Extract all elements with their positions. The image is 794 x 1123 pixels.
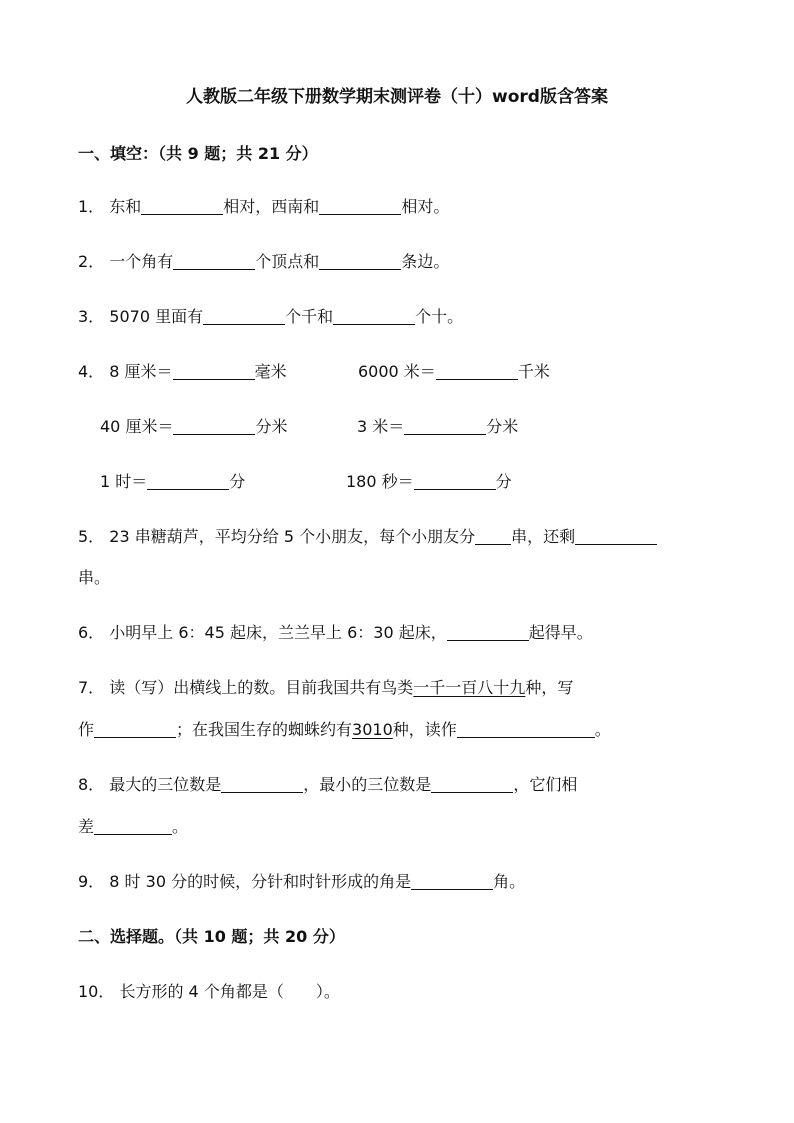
question-text: 长方形的 4 个角都是（ ）。 [119,982,340,1001]
question-text: 种，写 [525,678,574,697]
question-4-row-2 [100,416,287,438]
question-text: 个千和 [285,307,334,326]
question-text: 串，还剩 [511,527,576,546]
question-4-row-3-right [346,471,512,493]
question-text: 毫米 [254,362,287,381]
question-number: 2． [78,252,105,271]
question-number: 9． [78,872,105,891]
section-2-heading: 二、选择题。（共 10 题；共 20 分） [78,927,345,946]
question-text: 相对，西南和 [223,197,320,216]
answer-blank[interactable] [575,528,657,545]
answer-blank[interactable] [203,308,285,325]
answer-blank[interactable] [475,528,511,545]
answer-blank[interactable] [141,198,223,215]
underlined-number: 3010 [352,720,393,739]
question-text: 3 米＝ [357,417,405,436]
question-text: 5070 里面有 [109,307,204,326]
answer-blank[interactable] [447,624,529,641]
question-10 [78,981,340,1003]
answer-blank[interactable] [414,473,496,490]
question-5-line-1 [78,526,657,548]
answer-blank[interactable] [173,363,255,380]
question-text: ；在我国生存的蜘蛛约有 [176,720,353,739]
question-text: 6000 米＝ [358,362,436,381]
question-1 [78,196,449,218]
question-text: 8 时 30 分的时候，分针和时针形成的角是 [109,872,412,891]
question-text: 40 厘米＝ [100,417,174,436]
underlined-number: 一千一百八十九 [413,678,526,697]
question-text: 分 [495,472,512,491]
question-6 [78,622,593,644]
question-text: 23 串糖葫芦，平均分给 5 个小朋友，每个小朋友分 [109,527,476,546]
answer-blank[interactable] [431,776,513,793]
answer-blank[interactable] [173,253,255,270]
answer-blank[interactable] [457,721,595,738]
question-text: 180 秒＝ [346,472,414,491]
answer-blank[interactable] [94,818,172,835]
question-5-line-2: 串。 [78,568,111,587]
answer-blank[interactable] [333,308,415,325]
answer-blank[interactable] [319,253,401,270]
question-text: 。 [172,817,189,836]
question-text: 小明早上 6：45 起床，兰兰早上 6：30 起床， [109,623,447,642]
question-text: 条边。 [401,252,450,271]
question-7-line-2 [78,719,611,741]
question-text: 相对。 [401,197,450,216]
question-9 [78,871,525,893]
question-4-row-1-right [358,361,550,383]
answer-blank[interactable] [404,418,486,435]
question-text: 个十。 [415,307,464,326]
question-text: 种，读作 [392,720,457,739]
question-4-row-2-right [357,416,518,438]
question-text: 千米 [517,362,550,381]
question-number: 3． [78,307,105,326]
question-text: 一个角有 [109,252,174,271]
question-number: 6． [78,623,105,642]
answer-blank[interactable] [319,198,401,215]
question-text: 角。 [493,872,526,891]
question-text: 作 [78,720,95,739]
question-text: 分米 [486,417,519,436]
question-text: 分 [229,472,246,491]
question-number: 7． [78,678,105,697]
answer-blank[interactable] [147,473,229,490]
question-text: 。 [594,720,611,739]
question-text: 8 厘米＝ [109,362,173,381]
answer-blank[interactable] [173,418,255,435]
question-4-row-3 [100,471,245,493]
question-number: 4． [78,362,105,381]
question-number: 5． [78,527,105,546]
page-title: 人教版二年级下册数学期末测评卷（十）word版含答案 [186,87,608,107]
question-number: 8． [78,775,105,794]
question-text: 读（写）出横线上的数。目前我国共有鸟类 [109,678,414,697]
answer-blank[interactable] [221,776,303,793]
question-text: 差 [78,817,95,836]
question-text: ，它们相 [513,775,578,794]
question-3 [78,306,463,328]
answer-blank[interactable] [436,363,518,380]
question-text: 最大的三位数是 [109,775,222,794]
answer-blank[interactable] [94,721,176,738]
question-7-line-1 [78,677,573,699]
section-1-heading: 一、填空：（共 9 题；共 21 分） [78,144,318,163]
answer-blank[interactable] [411,873,493,890]
question-8-line-2 [78,816,188,838]
question-text: 分米 [255,417,288,436]
question-8-line-1 [78,774,577,796]
question-2 [78,251,449,273]
question-number: 10． [78,982,115,1001]
question-text: ，最小的三位数是 [303,775,432,794]
question-text: 起得早。 [528,623,593,642]
question-number: 1． [78,197,105,216]
question-text: 个顶点和 [255,252,320,271]
question-text: 东和 [109,197,142,216]
question-text: 1 时＝ [100,472,148,491]
question-4-row-1 [78,361,287,383]
